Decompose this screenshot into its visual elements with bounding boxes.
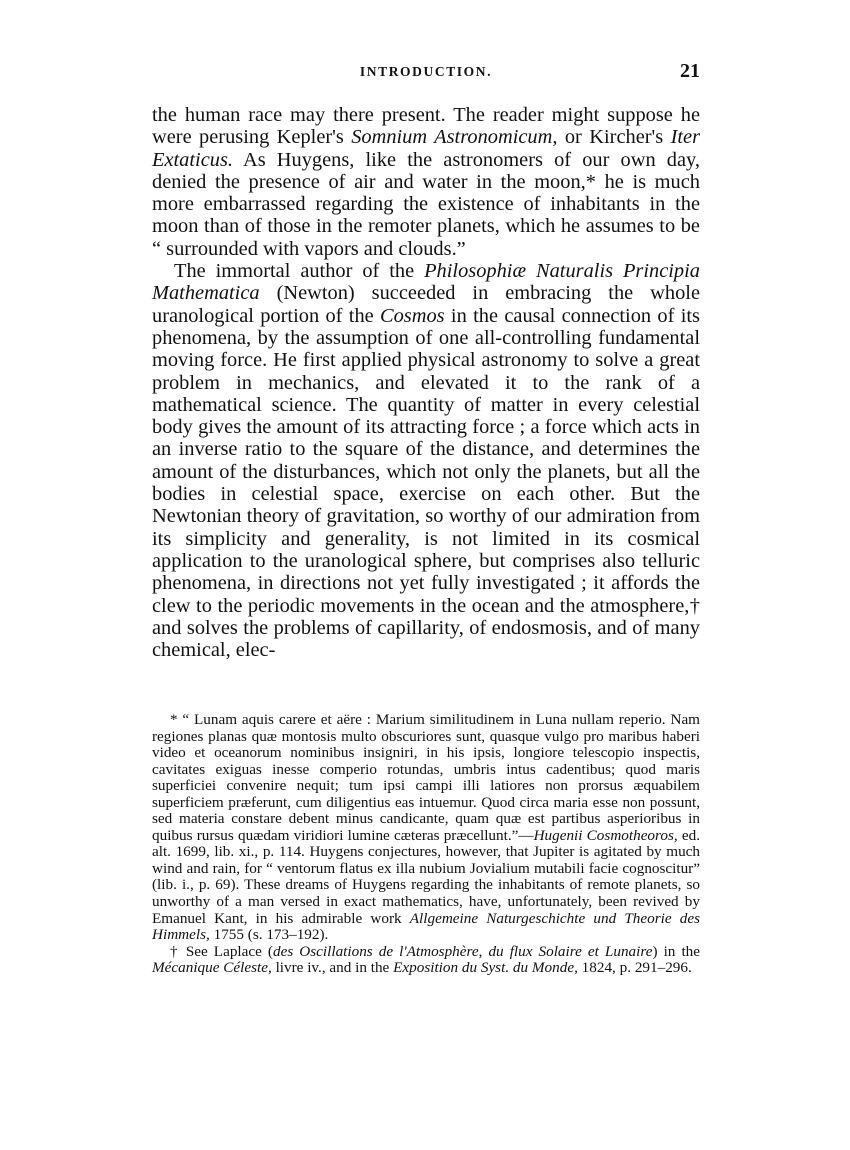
footnote-1-text: “ Lunam aquis carere et aëre : Marium similitudinem in Luna nullam reperio. Nam regiones planas quæ montosis multo obscuriores sunt, quasque vulgo pro maribus haberi video et oceanorum nominibus insigniri, in his ipsis, longiore telescopio inspectis, cavitates exiguas inesse comperio rotundas, umbris intus cadentibus; quod maris superficiei convenire nequit; tum ipsi campi illi latiores non prorsus æquabilem superficiem præferunt, cum diligentius eas intuemur. Quod circa maria esse non possunt, sed materia constare debent minus candicante, quam quæ est partibus asperioribus in quibus rursus quædam viridiori lumine cæteras præcellunt.”— bbox=[152, 711, 700, 844]
paragraph-1-text: or Kircher's bbox=[557, 126, 671, 149]
title-cosmotheoros: Hugenii Cosmotheoros, bbox=[533, 826, 678, 844]
footnote-marker-dagger: † bbox=[170, 943, 180, 960]
title-iter-extaticus: Iter Extaticus. bbox=[152, 126, 701, 171]
title-oscillations: des Oscillations de l'Atmosphère, du flux Solaire et Lunaire bbox=[272, 942, 653, 960]
footnote-1 bbox=[152, 712, 700, 944]
footnote-2-text: See Laplace ( bbox=[179, 942, 273, 960]
footnote-2 bbox=[152, 944, 700, 977]
footnote-marker-asterisk: * bbox=[170, 712, 178, 728]
footnotes bbox=[152, 712, 700, 977]
footnote-2-text: 1824, p. 291–296. bbox=[577, 959, 692, 977]
paragraph-2-text: and solves the problems of capillarity, of endosmosis, and of many chemical, elec- bbox=[152, 616, 700, 662]
page-header bbox=[152, 62, 700, 88]
paragraph-2-text: The immortal author of the bbox=[174, 260, 425, 283]
title-principia: Philosophiæ Naturalis Principia Mathematica bbox=[152, 260, 700, 305]
title-cosmos: Cosmos bbox=[380, 304, 445, 327]
paragraph-1-text: As Huygens, like the astronomers of our own day, denied the presence of air and water in the moon, bbox=[152, 148, 700, 193]
page-number: 21 bbox=[680, 60, 700, 82]
footnote-2-text: livre iv., and in the bbox=[271, 959, 394, 977]
footnote-reference-dagger: † bbox=[689, 594, 700, 617]
main-text bbox=[152, 104, 700, 661]
title-exposition-du-systeme: Exposition du Syst. du Monde, bbox=[393, 959, 578, 977]
paragraph-2-text: (Newton) succeeded in embracing the whole uranological portion of the bbox=[152, 282, 700, 327]
footnote-reference-asterisk: * bbox=[585, 170, 596, 193]
title-somnium: Somnium Astronomicum, bbox=[351, 126, 558, 149]
paragraph-1-text: he is much more embarrassed regarding the existence of inhabitants in the moon than of those in the remoter planets, which he assumes to be “ surrounded with vapors and clouds.” bbox=[152, 170, 700, 260]
paragraph-2 bbox=[152, 260, 700, 661]
title-allgemeine-naturgeschichte: Allgemeine Naturgeschichte und Theorie des Himmels, bbox=[152, 909, 700, 944]
footnote-2-text: ) in the bbox=[652, 942, 700, 960]
footnote-1-text: 1755 (s. 173–192). bbox=[209, 926, 329, 944]
paragraph-1-text: the human race may there present. The reader might suppose he were perusing Kepler's bbox=[152, 104, 700, 149]
footnote-1-text: ed. alt. 1699, lib. xi., p. 114. Huygens conjectures, however, that Jupiter is agitated by much wind and rain, for “ ventorum flatus ex illa nubium Jovialium mutabili facie cognoscitur” (lib. i., p. 69). These dreams of Huygens regarding the inhabitants of remote planets, so unworthy of a man versed in exact mathematics, have, unfortunately, been revived by Emanuel Kant, in his admirable work bbox=[152, 826, 700, 927]
paragraph-2-text: in the causal connection of its phenomena, by the assumption of one all-controlling fundamental moving force. He first applied physical astronomy to solve a great problem in mechanics, and elevated it to the rank of a mathematical science. The quantity of matter in every celestial body gives the amount of its attracting force ; a force which acts in an inverse ratio to the square of the distance, and determines the amount of the disturbances, which not only the planets, but all the bodies in celestial space, exercise on each other. But the Newtonian theory of gravitation, so worthy of our admiration from its simplicity and generality, is not limited in its cosmical application to the uranological sphere, but comprises also telluric phenomena, in directions not yet fully investigated ; it affords the clew to the periodic movements in the ocean and the atmosphere, bbox=[152, 304, 700, 617]
title-mecanique-celeste: Mécanique Céleste, bbox=[152, 959, 272, 977]
paragraph-1 bbox=[152, 104, 700, 260]
running-head: INTRODUCTION. bbox=[359, 64, 493, 79]
